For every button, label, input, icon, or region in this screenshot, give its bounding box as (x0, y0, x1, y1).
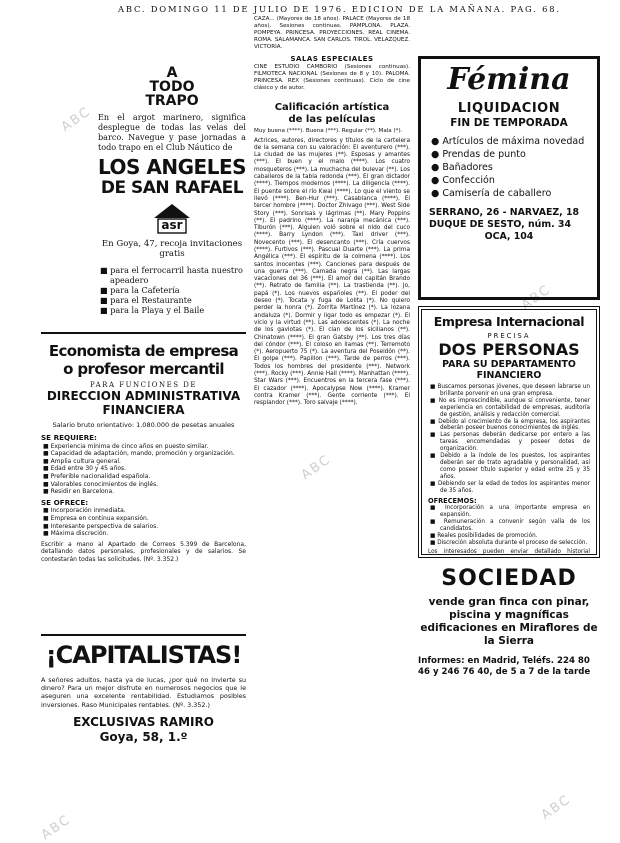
economista-title-2: o profesor mercantil (63, 360, 224, 378)
femina-item: ● Camisería de caballero (429, 188, 589, 199)
economista-salary: Salario bruto orientativo: 1.080.000 de pesetas anuales (52, 421, 235, 429)
watermark: ABC (518, 281, 555, 314)
watermark: ABC (298, 451, 335, 484)
salas-title: SALAS ESPECIALES (290, 55, 374, 64)
economista-req: ■ Valorables conocimientos de inglés. (41, 481, 246, 489)
empresa-offer: ■ Incorporación a una importante empresa en expansión. (428, 505, 590, 519)
economista-ad (41, 332, 246, 636)
calif-text: Actrices, autores, directores y títulos de la cartelera de la semana con su valoración: El aventurero (***). La ciudad de las mujeres (**). Esposas y amantes (***). El buen y el malo (****). Los cuatro mosqueteros (***). La muchacha del bulevar (**). Los caballeros de la tabla redonda (***). El gran dictador (****). Tiempos modernos (****). La diligencia (****). El puente sobre el río Kwai (****). Lo que el viento se llevó (****). Ben-Hur (***). Casablanca (****). El tercer hombre (****). Doctor Zhivago (***). West Side Story (***). Sonrisas y lágrimas (**). Mary Poppins (**). El padrino (****). La naranja mecánica (***). Tiburón (***). Alguien voló sobre el nido del cuco (****). Barry Lyndon (***). Taxi driver (***). Novecento (***). El desencanto (***). Cría cuervos (****). Furtivos (***). Pascual Duarte (***). La prima Angélica (***). El espíritu de la colmena (****). Los santos inocentes (***). Canciones para después de una guerra (***). Camada negra (**). Las largas vacaciones del 36 (***). El amor del capitán Brando (**). Retrato de familia (**). La trastienda (**). Jo, papá (*). Los nuevos españoles (**). El poder del deseo (*). Tocata y fuga de Lolita (*). No quiero perder la honra (*). Zorrita Martínez (*). La lozana andaluza (*). Dormir y ligar todo es empezar (*). El vicio y la virtud (**). Las adolescentes (*). La noche de los gaviotas (*). El clan de los sicilianos (**). Chinatown (****). El gran Gatsby (**). Los tres días del cóndor (***). El coloso en llamas (**). Terremoto (*). Aeropuerto 75 (*). La aventura del Poseidón (**). El golpe (***). Papillon (***). Tarde de perros (***). Todos los hombres del presidente (***). Network (***). Rocky (***). Annie Hall (****). Manhattan (****). Star Wars (***). Encuentros en la tercera fase (***). El cazador (****). Apocalypse Now (****). Kramer contra Kramer (***). Gente corriente (***). El resplandor (***). Toro salvaje (****). (254, 137, 410, 407)
femina-item: ● Confección (429, 175, 589, 186)
calif-title-2: de las películas (288, 114, 376, 126)
empresa-footer: Los interesados pueden enviar detallado historial (428, 548, 590, 555)
economista-title-1: Economista de empresa (48, 342, 239, 360)
asr-item: ■ para la Cafetería (98, 285, 246, 295)
capitalistas-title: ¡CAPITALISTAS! (45, 641, 242, 669)
economista-offer-title: SE OFRECE: (41, 497, 89, 507)
page-header: ABC. DOMINGO 11 DE JULIO DE 1976. EDICION DE LA MAÑANA. PAG. 68. (118, 4, 561, 14)
empresa-sub-1: PARA SU DEPARTAMENTO (442, 359, 576, 370)
capitalistas-contact-addr: Goya, 58, 1.º (99, 729, 188, 744)
cinema-listing: CAZA... (Mayores de 18 años). PALACE (Mayores de 18 años). Sesiones continuas. PAMPLONA. PLAZA. POMPEYA. PRINCESA. PROYECCIONES. REAL CINEMA. ROMA. SALAMANCA. SAN CARLOS. TIROL. VELAZQUEZ. VICTORIA. (254, 16, 410, 51)
calif-legend: Muy buena (****). Buena (***). Regular (**). Mala (*). (254, 128, 403, 135)
watermark: ABC (538, 791, 575, 824)
empresa-item: ■ Debido al crecimiento de la empresa, los aspirantes deberán poseer buenos conocimientos de inglés. (428, 419, 590, 433)
sociedad-title: SOCIEDAD (441, 566, 577, 591)
asr-address: En Goya, 47, recoja invitaciones gratis (101, 239, 243, 259)
femina-item: ● Bañadores (429, 162, 589, 173)
femina-addr-1: SERRANO, 26 - NARVAEZ, 18 (429, 207, 580, 218)
asr-title-small: A (166, 65, 178, 81)
empresa-item: ■ Debiendo ser la edad de todos los aspirantes menor de 35 años. (428, 481, 590, 495)
asr-intro: En el argot marinero, significa desplegue de todas las velas del barco. Navegue y pase jornadas a todo trapo en el Club Náutico de (98, 112, 246, 152)
economista-role-2: FINANCIERA (102, 403, 185, 417)
asr-item: ■ para el ferrocarril hasta nuestro apeadero (98, 265, 246, 285)
economista-req: ■ Residir en Barcelona. (41, 488, 246, 496)
empresa-offer-title: OFRECEMOS: (428, 496, 477, 505)
cinema-column (254, 16, 410, 834)
economista-offer: ■ Máxima discreción. (41, 530, 246, 538)
economista-offer: ■ Incorporación inmediata. (41, 507, 246, 515)
femina-item: ● Prendas de punto (429, 149, 589, 160)
empresa-item: ■ No es imprescindible, aunque sí conveniente, tener experiencia en contabilidad de empresas, auditoría de gestión, análisis y redacción comercial. (428, 398, 590, 419)
asr-item: ■ para la Playa y el Baile (98, 305, 246, 315)
femina-brand: Fémina (447, 62, 571, 97)
femina-addr-3: OCA, 104 (484, 231, 534, 242)
femina-sub: FIN DE TEMPORADA (450, 117, 568, 129)
sociedad-contact: Informes: en Madrid, Teléfs. 224 80 46 y 246 76 40, de 5 a 7 de la tarde (418, 656, 591, 677)
empresa-offer: ■ Remuneración a convenir según valía de los candidatos. (428, 519, 590, 533)
empresa-item: ■ Las personas deberán dedicarse por entero a las tareas encomendadas y poseer dotes de organización. (428, 432, 590, 453)
sociedad-ad (418, 566, 600, 696)
economista-req: ■ Edad entre 30 y 45 años. (41, 465, 246, 473)
empresa-sub-2: FINANCIERO (476, 370, 542, 381)
watermark: ABC (58, 103, 95, 136)
empresa-precisa: PRECISA (487, 332, 531, 340)
empresa-offer: ■ Discreción absoluta durante el proceso de selección. (428, 540, 590, 547)
empresa-title: Empresa Internacional (433, 314, 585, 329)
asr-title: TODO TRAPO (145, 79, 199, 109)
femina-item: ● Artículos de máxima novedad (429, 136, 589, 147)
capitalistas-body: A señores adultos, hasta ya de lucas, ¿por qué no invierte su dinero? Para un mejor disfrute en numerosos negocios que le aseguren una excelente rentabilidad. Estudiamos posibles inversiones. Raso Municipales rentables. (Nº. 3.352.) (41, 676, 246, 709)
empresa-item: ■ Debido a la índole de los puestos, los aspirantes deberán ser de trato agradable y personalidad, así como poseer título superior y edad entre 25 y 35 años. (428, 453, 590, 481)
asr-logo-text: asr (161, 218, 183, 232)
capitalistas-ad (41, 640, 246, 830)
asr-ad (98, 62, 246, 326)
calif-title-1: Calificación artística (274, 102, 390, 114)
salas-text: CINE ESTUDIO CAMBORIO (Sesiones continuas). FILMOTECA NACIONAL (Sesiones de 8 y 10). PALOMA. PRINCESA. REX (Sesiones continuas). Ciclo de cine clásico y de autor. (254, 64, 410, 92)
empresa-headline: DOS PERSONAS (438, 340, 580, 359)
empresa-ad (418, 306, 600, 558)
empresa-offer: ■ Reales posibilidades de promoción. (428, 533, 590, 540)
watermark: ABC (38, 811, 75, 843)
economista-req: ■ Amplia cultura general. (41, 458, 246, 466)
economista-subtitle: PARA FUNCIONES DE (90, 381, 197, 389)
economista-req-title: SE REQUIERE: (41, 433, 97, 442)
femina-headline: LIQUIDACION (457, 101, 561, 116)
asr-item: ■ para el Restaurante (98, 295, 246, 305)
economista-role-1: DIRECCION ADMINISTRATIVA (46, 389, 241, 403)
femina-addr-2: DUQUE DE SESTO, núm. 34 (429, 219, 571, 230)
empresa-item: ■ Buscamos personas jóvenes, que deseen labrarse un brillante porvenir en una gran empresa. (428, 384, 590, 398)
asr-name-1: LOS ANGELES (98, 155, 246, 179)
asr-name-2: DE SAN RAFAEL (100, 178, 244, 198)
economista-req: ■ Preferible nacionalidad española. (41, 473, 246, 481)
femina-ad (418, 56, 600, 300)
capitalistas-contact-name: EXCLUSIVAS RAMIRO (73, 714, 214, 729)
economista-req: ■ Capacidad de adaptación, mando, promoción y organización. (41, 450, 246, 458)
economista-offer: ■ Interesante perspectiva de salarios. (41, 523, 246, 531)
economista-offer: ■ Empresa en continua expansión. (41, 515, 246, 523)
sociedad-body: vende gran finca con pinar, piscina y magníficas edificaciones en Miraflores de la Sierra (420, 596, 598, 647)
economista-contact: Escribir a mano al Apartado de Correos 5.399 de Barcelona, detallando datos personales, profesionales y de salarios. Se contestarán todas las solicitudes. (Nº. 3.352.) (41, 540, 246, 563)
economista-req: ■ Experiencia mínima de cinco años en puesto similar. (41, 443, 246, 451)
